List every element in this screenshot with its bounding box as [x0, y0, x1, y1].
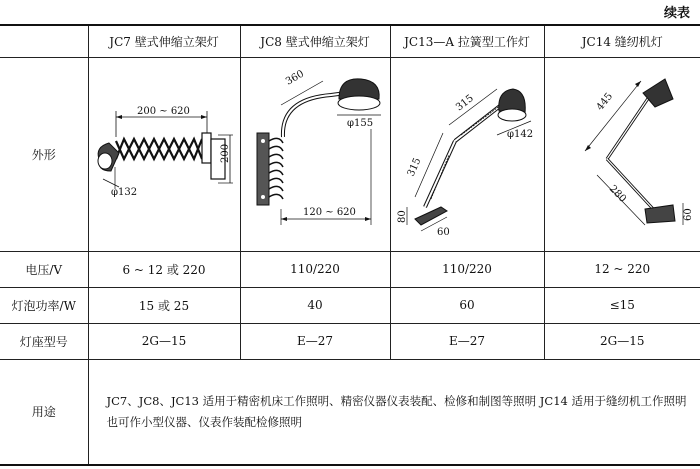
row-label-socket: 灯座型号 — [0, 323, 88, 359]
jc8-dim-reach: 120 ~ 620 — [303, 207, 356, 218]
model-header: JC7 壁式伸缩立架灯 — [88, 25, 240, 57]
power-cell: 40 — [240, 287, 390, 323]
usage-row — [0, 359, 700, 465]
lamp-spec-table — [0, 24, 700, 466]
jc7-drawing — [89, 59, 239, 249]
jc8-drawing — [241, 59, 389, 249]
corner-cell — [0, 25, 88, 57]
model-header: JC8 壁式伸缩立架灯 — [240, 25, 390, 57]
jc8-dim-diameter: φ155 — [347, 118, 374, 129]
power-cell: 15 或 25 — [88, 287, 240, 323]
row-label-shape: 外形 — [0, 57, 88, 251]
jc14-drawing — [545, 59, 699, 249]
jc14-dim-upper-arm: 445 — [594, 91, 616, 113]
socket-row — [0, 323, 700, 359]
jc13-dim-diameter: φ142 — [507, 129, 534, 140]
row-label-power: 灯泡功率/W — [0, 287, 88, 323]
jc14-dim-base-height: 60 — [683, 208, 695, 221]
row-label-voltage: 电压/V — [0, 251, 88, 287]
jc14-dim-lower-arm: 280 — [607, 183, 629, 205]
jc8-figure — [240, 57, 390, 251]
voltage-row — [0, 251, 700, 287]
voltage-cell: 110/220 — [390, 251, 544, 287]
model-header: JC13—A 拉簧型工作灯 — [390, 25, 544, 57]
jc13-dim-base-width: 60 — [437, 227, 450, 238]
socket-cell: E—27 — [240, 323, 390, 359]
row-label-usage: 用途 — [0, 359, 88, 465]
power-cell: ≤15 — [544, 287, 700, 323]
socket-cell: 2G—15 — [544, 323, 700, 359]
jc8-dim-arm: 360 — [284, 68, 307, 88]
jc13-figure — [390, 57, 544, 251]
socket-cell: E—27 — [390, 323, 544, 359]
jc13-drawing — [391, 59, 543, 249]
power-cell: 60 — [390, 287, 544, 323]
voltage-cell: 12 ~ 220 — [544, 251, 700, 287]
voltage-cell: 6 ~ 12 或 220 — [88, 251, 240, 287]
jc14-figure — [544, 57, 700, 251]
continued-label: 续表 — [663, 6, 690, 21]
jc7-figure — [88, 57, 240, 251]
voltage-cell: 110/220 — [240, 251, 390, 287]
jc7-dim-diameter: φ132 — [111, 187, 138, 198]
jc13-dim-lower-arm: 315 — [405, 156, 424, 179]
jc7-dim-reach: 200 ~ 620 — [137, 106, 190, 117]
header-row — [0, 25, 700, 57]
shape-row — [0, 57, 700, 251]
usage-text: JC7、JC8、JC13 适用于精密机床工作照明、精密仪器仪表装配、检修和制图等照明 JC14 适用于缝纫机工作照明也可作小型仪器、仪表作装配检修照明 — [88, 359, 700, 465]
jc13-dim-upper-arm: 315 — [454, 92, 476, 114]
jc7-dim-height: 200 — [220, 143, 231, 163]
socket-cell: 2G—15 — [88, 323, 240, 359]
model-header: JC14 缝纫机灯 — [544, 25, 700, 57]
jc13-dim-base-height: 80 — [397, 210, 408, 223]
power-row — [0, 287, 700, 323]
